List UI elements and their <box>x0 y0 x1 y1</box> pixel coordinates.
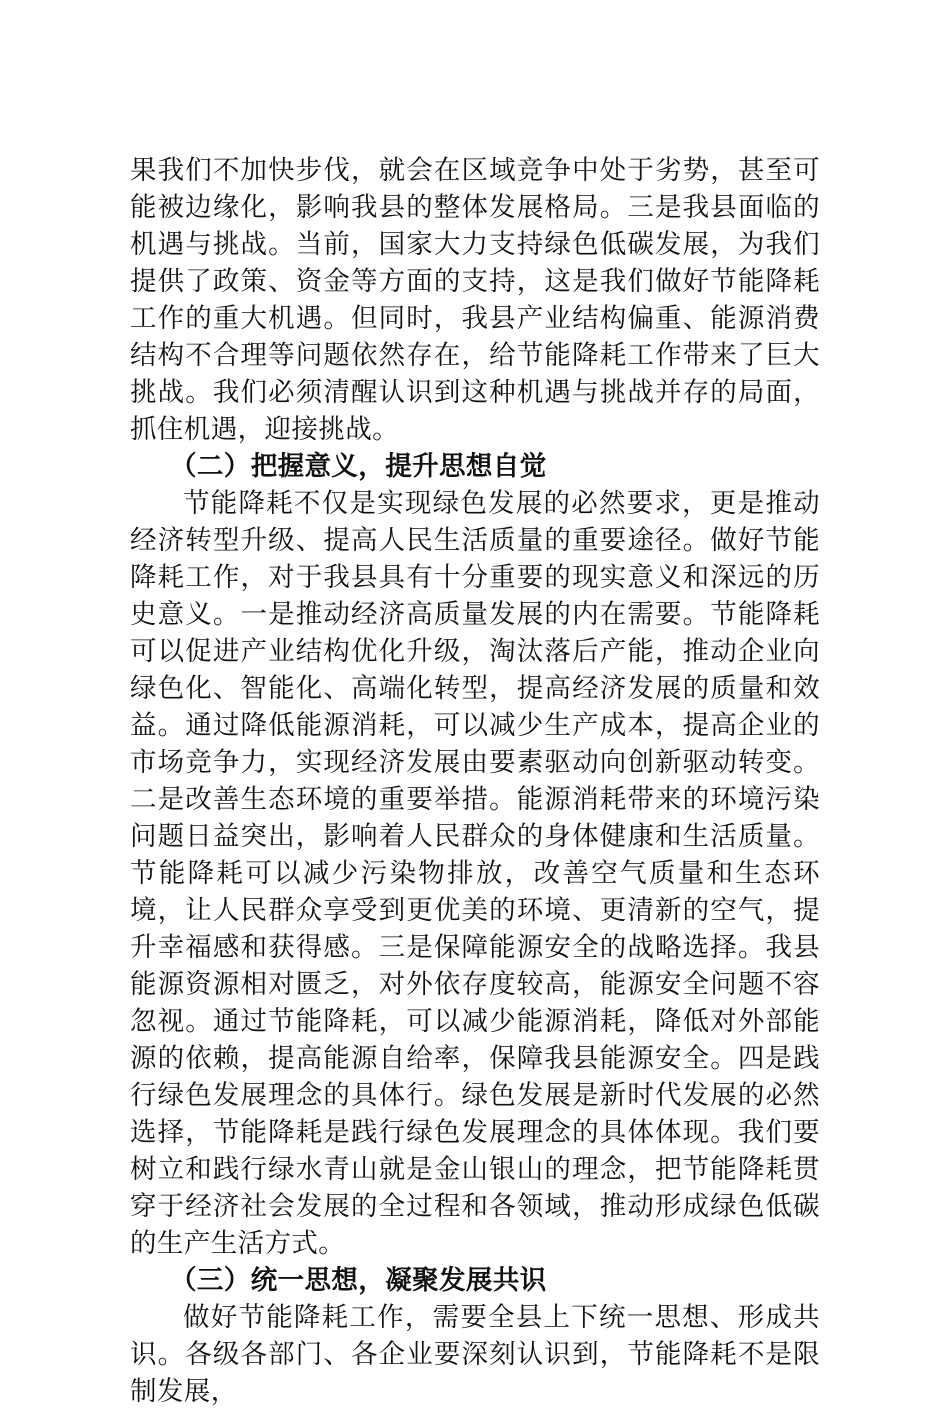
document-body <box>130 152 820 1410</box>
section-heading-2: （二）把握意义，提升思想自觉 <box>170 451 547 482</box>
section-heading-3: （三）统一思想，凝聚发展共识 <box>170 1265 547 1296</box>
paragraph-significance: 节能降耗不仅是实现绿色发展的必然要求，更是推动经济转型升级、提高人民生活质量的重要途径。做好节能降耗工作，对于我县具有十分重要的现实意义和深远的历史意义。一是推动经济高质量发展的内在需要。节能降耗可以促进产业结构优化升级，淘汰落后产能，推动企业向绿色化、智能化、高端化转型，提高经济发展的质量和效益。通过降低能源消耗，可以减少生产成本，提高企业的市场竞争力，实现经济发展由要素驱动向创新驱动转变。二是改善生态环境的重要举措。能源消耗带来的环境污染问题日益突出，影响着人民群众的身体健康和生活质量。节能降耗可以减少污染物排放，改善空气质量和生态环境，让人民群众享受到更优美的环境、更清新的空气，提升幸福感和获得感。三是保障能源安全的战略选择。我县能源资源相对匮乏，对外依存度较高，能源安全问题不容忽视。通过节能降耗，可以减少能源消耗，降低对外部能源的依赖，提高能源自给率，保障我县能源安全。四是践行绿色发展理念的具体行。绿色发展是新时代发展的必然选择，节能降耗是践行绿色发展理念的具体体现。我们要树立和践行绿水青山就是金山银山的理念，把节能降耗贯穿于经济社会发展的全过程和各领域，推动形成绿色低碳的生产生活方式。 <box>130 488 820 1259</box>
paragraph-continuation: 果我们不加快步伐，就会在区域竞争中处于劣势，甚至可能被边缘化，影响我县的整体发展格局。三是我县面临的机遇与挑战。当前，国家大力支持绿色低碳发展，为我们提供了政策、资金等方面的支持，这是我们做好节能降耗工作的重大机遇。但同时，我县产业结构偏重、能源消费结构不合理等问题依然存在，给节能降耗工作带来了巨大挑战。我们必须清醒认识到这种机遇与挑战并存的局面，抓住机遇，迎接挑战。 <box>130 155 820 445</box>
paragraph-consensus: 做好节能降耗工作，需要全县上下统一思想、形成共识。各级各部门、各企业要深刻认识到，节能降耗不是限制发展， <box>130 1302 820 1407</box>
